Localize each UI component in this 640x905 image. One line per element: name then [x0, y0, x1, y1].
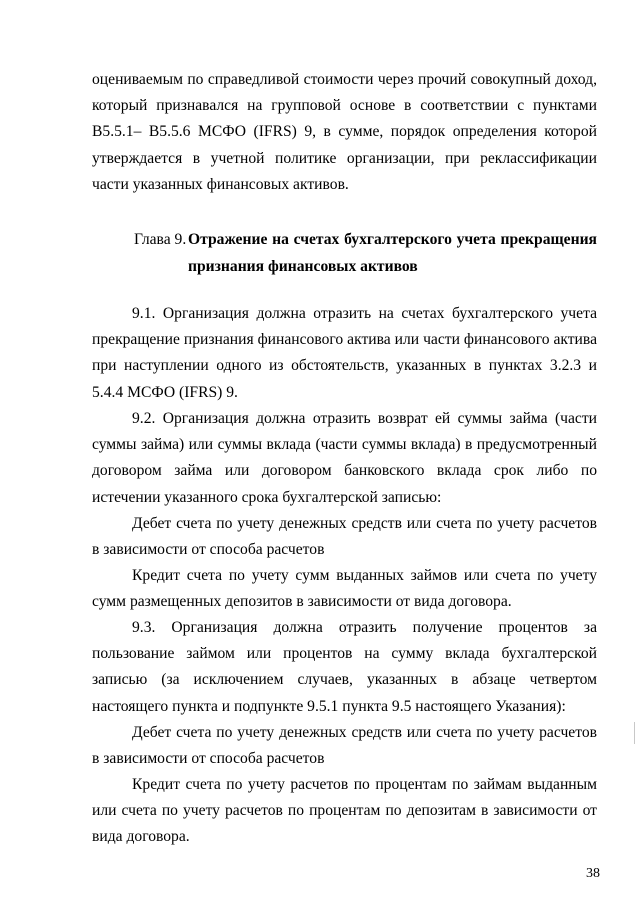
chapter-title: Отражение на счетах бухгалтерского учета прекращения признания финансовых активов [188, 231, 597, 275]
paragraph-9-2: 9.2. Организация должна отразить возврат ей суммы займа (части суммы займа) или суммы вклада (части суммы вклада) в предусмотренный договором займа или договором банковского вклада срок либо по истечении указанного срока бухгалтерской записью: [92, 410, 597, 506]
paragraph-9-2-credit: Кредит счета по учету сумм выданных займов или счета по учету сумм размещенных депозитов в зависимости от вида договора. [92, 567, 597, 611]
paragraph-9-3-debit: Дебет счета по учету денежных средств или счета по учету расчетов в зависимости от способа расчетов [92, 724, 597, 768]
paragraph-9-3: 9.3. Организация должна отразить получение процентов за пользование займом или процентов на сумму вклада бухгалтерской записью (за исключением случаев, указанных в абзаце четвертом настоящего пункта и подпункте 9.5.1 пункта 9.5 настоящего Указания): [92, 619, 597, 715]
scan-edge-mark [634, 722, 635, 744]
chapter-heading [92, 226, 597, 282]
paragraph-9-3-credit: Кредит счета по учету расчетов по процентам по займам выданным или счета по учету расчетов по процентам по депозитам в зависимости от вида договора. [92, 776, 597, 846]
chapter-number: Глава 9. [134, 231, 187, 248]
paragraph-9-1: 9.1. Организация должна отразить на счетах бухгалтерского учета прекращение признания финансового актива или части финансового актива при наступлении одного из обстоятельств, указанных в пунктах 3.2.3 и 5.4.4 МСФО (IFRS) 9. [92, 305, 597, 401]
page-number: 38 [586, 866, 600, 881]
paragraph-9-2-debit: Дебет счета по учету денежных средств или счета по учету расчетов в зависимости от способа расчетов [92, 515, 597, 559]
intro-paragraph: оцениваемым по справедливой стоимости через прочий совокупный доход, который признавался на групповой основе в соответствии с пунктами В5.5.1– В5.5.6 МСФО (IFRS) 9, в сумме, порядок определения которой утверждается в учетной политике организации, при реклассификации части указанных финансовых активов. [92, 71, 597, 193]
